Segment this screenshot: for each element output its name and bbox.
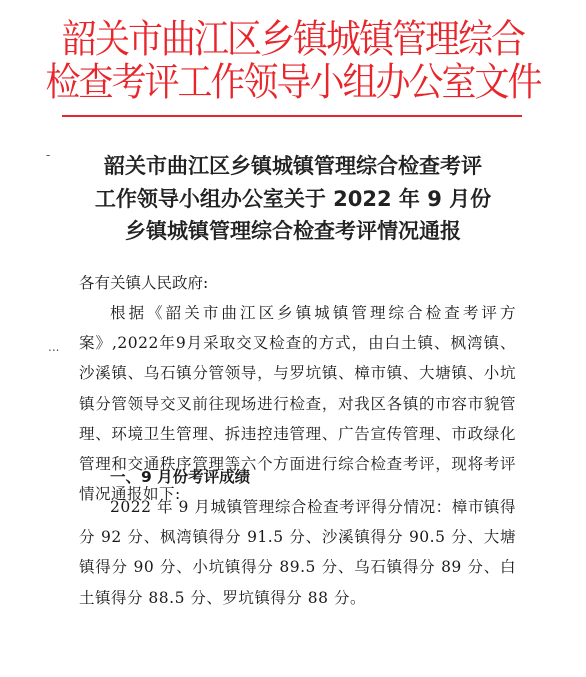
header-red-rule (62, 115, 522, 117)
salutation: 各有关镇人民政府: (79, 274, 209, 292)
document-header-line1: 韶关市曲江区乡镇城镇管理综合 (61, 17, 524, 63)
section-heading: 一、9 月份考评成绩 (110, 468, 251, 486)
document-title-line3: 乡镇城镇管理综合检查考评情况通报 (125, 219, 461, 243)
document-header-line2: 检查考评工作领导小组办公室文件 (45, 60, 541, 106)
margin-mark: - (46, 148, 51, 162)
body-paragraph-intro: 根据《韶关市曲江区乡镇城镇管理综合检查考评方案》,2022年9月采取交叉检查的方式，由白土镇、枫湾镇、沙溪镇、乌石镇分管领导，与罗坑镇、樟市镇、大塘镇、小坑镇分管领导交叉前往现场进行检查，对我区各镇的市容市貌管理、环境卫生管理、拆违控违管理、广告宣传管理、市政绿化管理和交通秩序管理等六个方面进行综合检查考评，现将考评情况通报如下: (79, 304, 516, 504)
document-title-line2: 工作领导小组办公室关于 2022 年 9 月份 (94, 187, 492, 211)
document-title-line1: 韶关市曲江区乡镇城镇管理综合检查考评 (104, 154, 482, 178)
margin-mark: ... (48, 340, 60, 354)
body-paragraph-scores: 2022 年 9 月城镇管理综合检查考评得分情况：樟市镇得分 92 分、枫湾镇得分 91.5 分、沙溪镇得分 90.5 分、大塘镇得分 90 分、小坑镇得分 89.5 分、乌石镇得分 89 分、白土镇得分 88.5 分、罗坑镇得分 88 分。 (79, 498, 516, 607)
